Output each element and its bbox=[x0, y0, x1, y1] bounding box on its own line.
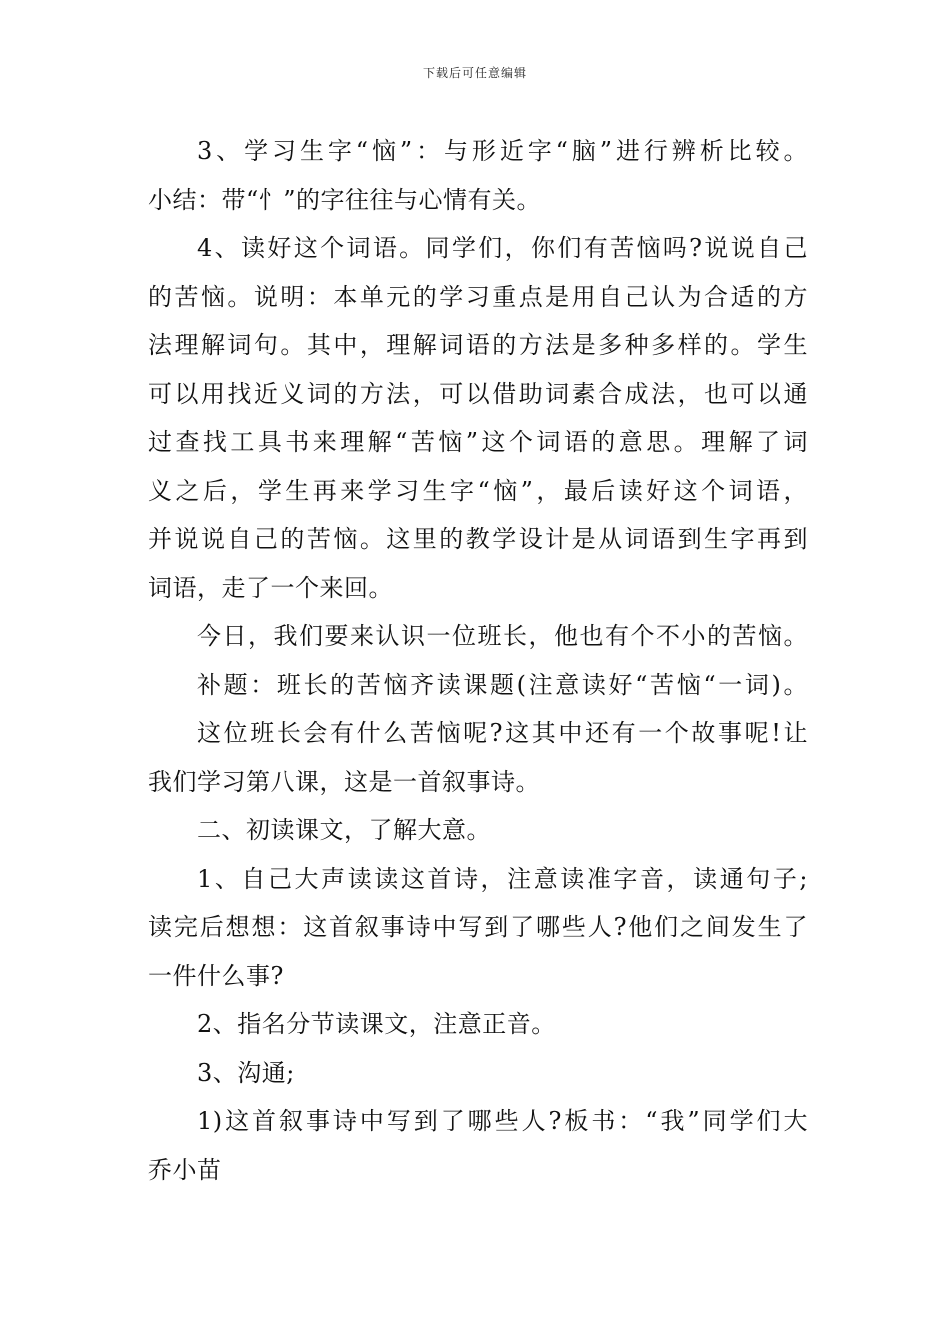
text-line: 3、学习生字“恼”：与形近字“脑”进行辨析比较。 bbox=[197, 137, 808, 165]
text-line: 可以用找近义词的方法，可以借助词素合成法，也可以通 bbox=[148, 379, 808, 408]
text-line: 的苦恼。说明：本单元的学习重点是用自己认为合适的方 bbox=[148, 282, 808, 311]
text-line: 乔小苗 bbox=[148, 1155, 222, 1184]
text-line: 并说说自己的苦恼。这里的教学设计是从词语到生字再到 bbox=[148, 525, 808, 553]
text-line: 法理解词句。其中，理解词语的方法是多种多样的。学生 bbox=[148, 331, 808, 359]
text-line: 词语，走了一个来回。 bbox=[148, 573, 393, 602]
text-line: 我们学习第八课，这是一首叙事诗。 bbox=[148, 767, 540, 796]
text-line: 2、指名分节读课文，注意正音。 bbox=[197, 1010, 556, 1038]
text-line: 4、读好这个词语。同学们，你们有苦恼吗?说说自己 bbox=[197, 234, 808, 262]
text-line: 读完后想想：这首叙事诗中写到了哪些人?他们之间发生了 bbox=[148, 913, 808, 941]
text-line: 一件什么事? bbox=[148, 961, 284, 990]
text-line: 1)这首叙事诗中写到了哪些人?板书：“我”同学们大 bbox=[197, 1107, 808, 1135]
document-body bbox=[148, 127, 808, 1194]
text-line: 这位班长会有什么苦恼呢?这其中还有一个故事呢!让 bbox=[197, 719, 808, 747]
page-header: 下载后可任意编辑 bbox=[422, 66, 527, 80]
text-line: 3、沟通; bbox=[197, 1058, 295, 1087]
text-line: 过查找工具书来理解“苦恼”这个词语的意思。理解了词 bbox=[148, 428, 808, 456]
text-line: 今日，我们要来认识一位班长，他也有个不小的苦恼。 bbox=[197, 622, 808, 650]
text-line: 补题：班长的苦恼齐读课题(注意读好“苦恼“一词)。 bbox=[197, 670, 808, 699]
text-line: 二、初读课文，了解大意。 bbox=[197, 816, 491, 844]
text-line: 义之后，学生再来学习生字“恼”，最后读好这个词语， bbox=[148, 476, 808, 505]
text-line: 小结：带“忄”的字往往与心情有关。 bbox=[148, 185, 542, 214]
text-line: 1、自己大声读读这首诗，注意读准字音，读通句子; bbox=[197, 864, 808, 893]
